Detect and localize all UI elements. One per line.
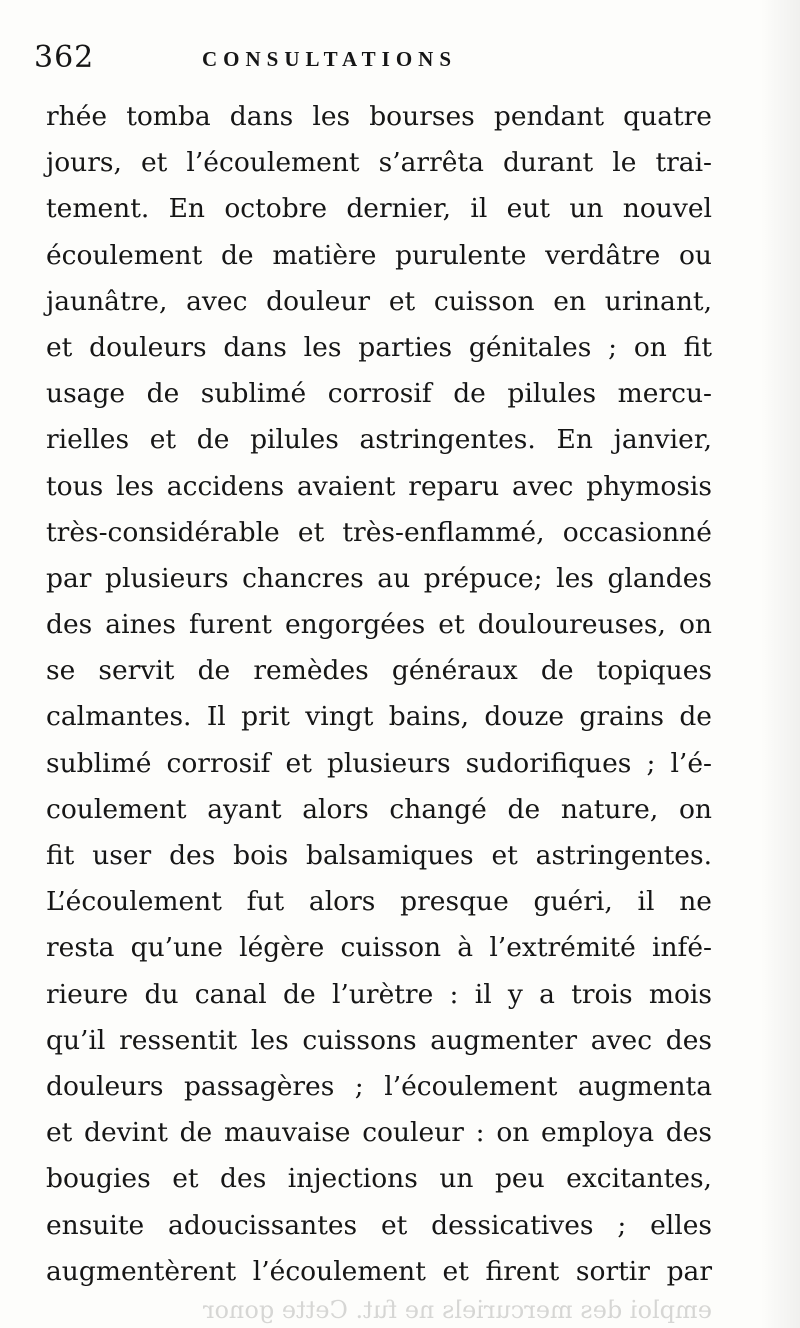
- text-line: ensuite adoucissantes et dessicatives ; elles: [46, 1209, 712, 1241]
- text-line: bougies et des injections un peu excitantes,: [46, 1163, 712, 1195]
- text-line: rieure du canal de l’urètre : il y a trois mois: [46, 978, 712, 1010]
- running-head: CONSULTATIONS: [202, 47, 458, 71]
- show-through-text: emploi des mercuriels ne fut. Cette gonor: [203, 1296, 712, 1324]
- page-header: [34, 40, 754, 90]
- text-line: jours, et l’écoulement s’arrêta durant le trai-: [46, 147, 712, 179]
- page-number: 362: [34, 40, 95, 75]
- text-line: jaunâtre, avec douleur et cuisson en urinant,: [46, 285, 712, 317]
- text-line: par plusieurs chancres au prépuce; les glandes: [46, 562, 712, 594]
- text-line: tement. En octobre dernier, il eut un nouvel: [46, 193, 712, 225]
- text-line: L’écoulement fut alors presque guéri, il ne: [46, 886, 712, 918]
- text-line: tous les accidens avaient reparu avec phymosis: [46, 470, 712, 502]
- body-text: [46, 94, 712, 1295]
- text-line: écoulement de matière purulente verdâtre ou: [46, 239, 712, 271]
- text-line: et douleurs dans les parties génitales ; on fit: [46, 331, 712, 363]
- text-line: douleurs passagères ; l’écoulement augmenta: [46, 1070, 712, 1102]
- text-line: rhée tomba dans les bourses pendant quatre: [46, 101, 712, 132]
- text-line: resta qu’une légère cuisson à l’extrémité infé-: [46, 932, 712, 964]
- text-line: très-considérable et très-enflammé, occasionné: [46, 516, 712, 548]
- text-line: coulement ayant alors changé de nature, on: [46, 793, 712, 825]
- text-line: qu’il ressentit les cuissons augmenter avec des: [46, 1024, 712, 1056]
- text-line: se servit de remèdes généraux de topiques: [46, 655, 712, 687]
- text-line: sublimé corrosif et plusieurs sudorifiques ; l’é-: [46, 747, 712, 779]
- text-line: usage de sublimé corrosif de pilules mercu-: [46, 378, 712, 410]
- page-edge-shadow: [760, 0, 800, 1328]
- text-line: calmantes. Il prit vingt bains, douze grains de: [46, 701, 712, 733]
- text-line: et devint de mauvaise couleur : on employa des: [46, 1117, 712, 1149]
- text-line: rielles et de pilules astringentes. En janvier,: [46, 424, 712, 456]
- text-line: des aines furent engorgées et douloureuses, on: [46, 609, 712, 641]
- text-line: fit user des bois balsamiques et astringentes.: [46, 840, 712, 871]
- text-line: augmentèrent l’écoulement et firent sortir par: [46, 1255, 712, 1287]
